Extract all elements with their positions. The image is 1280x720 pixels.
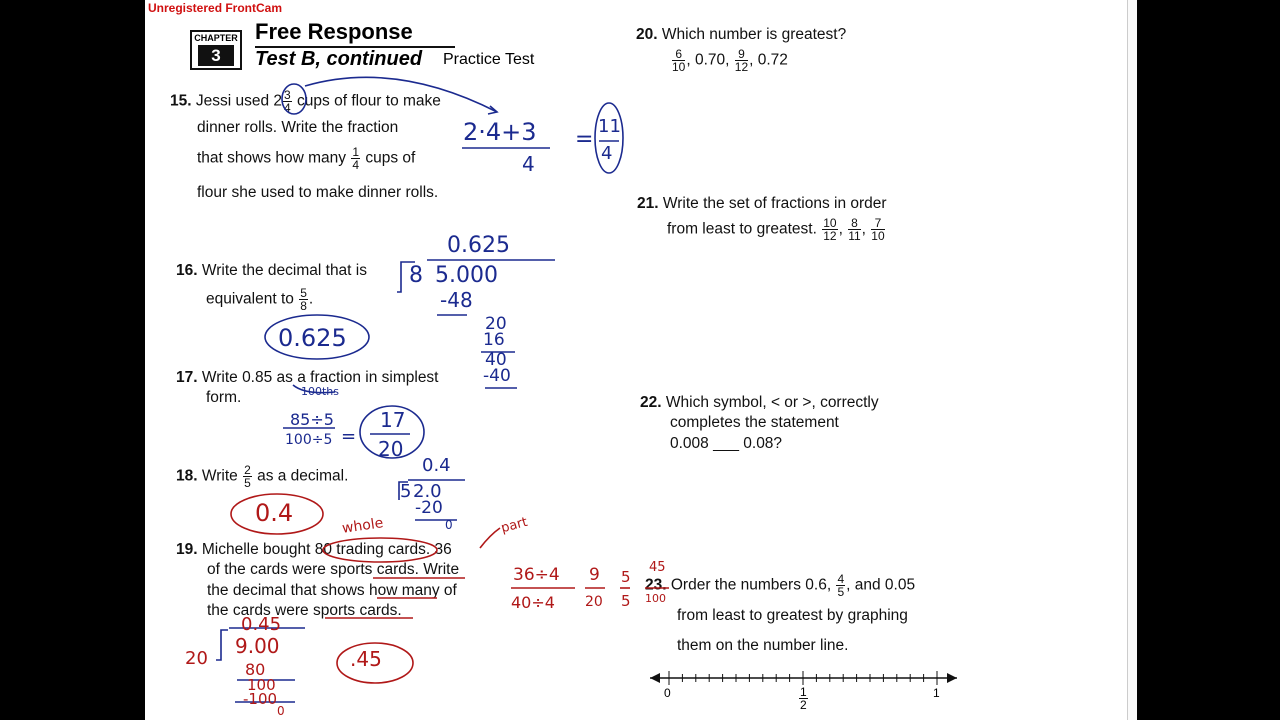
problem-15-line4: flour she used to make dinner rolls.	[197, 184, 439, 201]
p15-eq: =	[575, 127, 594, 152]
p19-step-1: 80	[245, 660, 266, 679]
test-type: Practice Test	[443, 51, 535, 68]
p19-calc4-num: 45	[649, 560, 666, 575]
p18-divisor: 5	[400, 481, 412, 502]
problem-20-line1: 20. Which number is greatest?	[636, 26, 847, 43]
p17-ans-num: 17	[380, 408, 406, 432]
p15-expr-den: 4	[522, 152, 535, 176]
p15-ans-den: 4	[601, 143, 613, 164]
p18-step-1: -20	[415, 498, 443, 518]
p19-calc1-num: 36÷4	[513, 565, 560, 585]
p18-quotient: 0.4	[422, 455, 451, 476]
problem-16-line2: equivalent to $\frac{5}{8}$ .	[206, 286, 314, 313]
problem-17-line2: form.	[206, 389, 242, 406]
problem-19-line2: of the cards were sports cards. Write	[207, 561, 460, 578]
worksheet-page	[145, 0, 1137, 720]
chapter-label: CHAPTER	[194, 33, 238, 43]
p18-step-2: 0	[445, 518, 453, 532]
problem-15-line3: that shows how many $\frac{1}{4}$ cups of	[197, 145, 416, 172]
p19-calc2-num: 9	[589, 565, 600, 585]
number-line-label-0: 0	[664, 686, 671, 700]
p16-dividend: 5.000	[435, 263, 498, 288]
p19-division-bracket	[216, 630, 228, 660]
p17-ans-den: 20	[378, 437, 404, 461]
p19-answer: .45	[350, 647, 382, 671]
problem-23-line1: 23. Order the numbers 0.6, $\frac{4}{5}$ , and 0.05	[645, 572, 916, 599]
p19-calc1-den: 40÷4	[511, 593, 555, 612]
p19-calc2-den: 20	[585, 594, 603, 610]
p15-expr-top: 2·4+3	[463, 118, 537, 146]
right-black-strip	[1137, 0, 1280, 720]
handwriting-strokes	[145, 0, 1137, 720]
p18-answer: 0.4	[255, 499, 294, 527]
page-subtitle: Test B, continued	[255, 48, 423, 70]
p19-part-note: part	[499, 514, 530, 537]
p19-80-trading-cards-circle	[323, 538, 437, 562]
p19-part-arrow	[480, 528, 500, 548]
p19-step-3: -100	[243, 690, 278, 708]
p17-calc-den: 100÷5	[285, 432, 333, 448]
problem-22-line3: 0.008 ___ 0.08?	[670, 435, 783, 452]
problem-19-line3: the decimal that shows how many of	[207, 582, 457, 599]
problem-16-line1: 16. Write the decimal that is	[176, 262, 367, 279]
problem-22-line1: 22. Which symbol, < or >, correctly	[640, 394, 879, 411]
number-line-label-half: $\frac{1}{2}$	[800, 685, 807, 712]
problem-23-line3: them on the number line.	[677, 637, 849, 654]
p16-step-5: -40	[483, 366, 511, 386]
page-edge	[1127, 0, 1137, 720]
p15-ans-num: 11	[598, 116, 621, 137]
problem-18-line1: 18. Write $\frac{2}{5}$ as a decimal.	[176, 463, 349, 490]
problem-15-line2: dinner rolls. Write the fraction	[197, 119, 399, 136]
p16-divisor: 8	[409, 263, 423, 288]
p16-step-2: 20	[485, 314, 507, 334]
p19-step-2: 100	[247, 676, 276, 694]
problem-21-line2: from least to greatest. $\frac{10}{12}$ , $\frac{8}{11}$ , $\frac{7}{10}$	[667, 216, 885, 243]
problem-15-line1: 15. Jessi used 2 $\frac{3}{4}$ cups of flour to make	[170, 88, 441, 115]
problem-22-line2: completes the statement	[670, 414, 839, 431]
p17-calc-num: 85÷5	[290, 410, 334, 429]
p15-arrow	[305, 77, 497, 112]
p19-whole-note: whole	[341, 515, 385, 537]
number-line-label-1: 1	[933, 686, 940, 700]
page-title: Free Response	[255, 19, 413, 44]
problem-20-line2: $\frac{6}{10}$ , 0.70, $\frac{9}{12}$ , 0.72	[672, 47, 788, 74]
problem-23-line2: from least to greatest by graphing	[677, 607, 908, 624]
p19-step-4: 0	[277, 704, 285, 718]
p17-note: 100ths	[301, 385, 340, 398]
p16-step-1: -48	[440, 288, 473, 312]
p19-calc4-den: 100	[645, 592, 666, 605]
p17-eq: =	[341, 426, 357, 447]
p16-quotient: 0.625	[447, 233, 510, 258]
p19-calc3-den: 5	[621, 592, 631, 610]
p19-dividend: 9.00	[235, 634, 280, 658]
p19-calc3-num: 5	[621, 568, 631, 586]
p19-divisor: 20	[185, 648, 208, 669]
problem-17-line1: 17. Write 0.85 as a fraction in simplest	[176, 369, 439, 386]
p15-mixed-number-circle	[282, 84, 306, 114]
p16-step-3: 16	[483, 330, 505, 350]
p18-dividend: 2.0	[413, 481, 442, 502]
problem-21-line1: 21. Write the set of fractions in order	[637, 195, 887, 212]
problem-19-line1: 19. Michelle bought 80 trading cards. 36	[176, 541, 452, 558]
problem-19-line4: the cards were sports cards.	[207, 602, 402, 619]
p16-step-4: 40	[485, 350, 507, 370]
watermark: Unregistered FrontCam	[145, 0, 285, 16]
p19-quotient: 0.45	[241, 614, 282, 635]
chapter-number: 3	[198, 45, 234, 66]
p16-answer: 0.625	[278, 324, 347, 352]
